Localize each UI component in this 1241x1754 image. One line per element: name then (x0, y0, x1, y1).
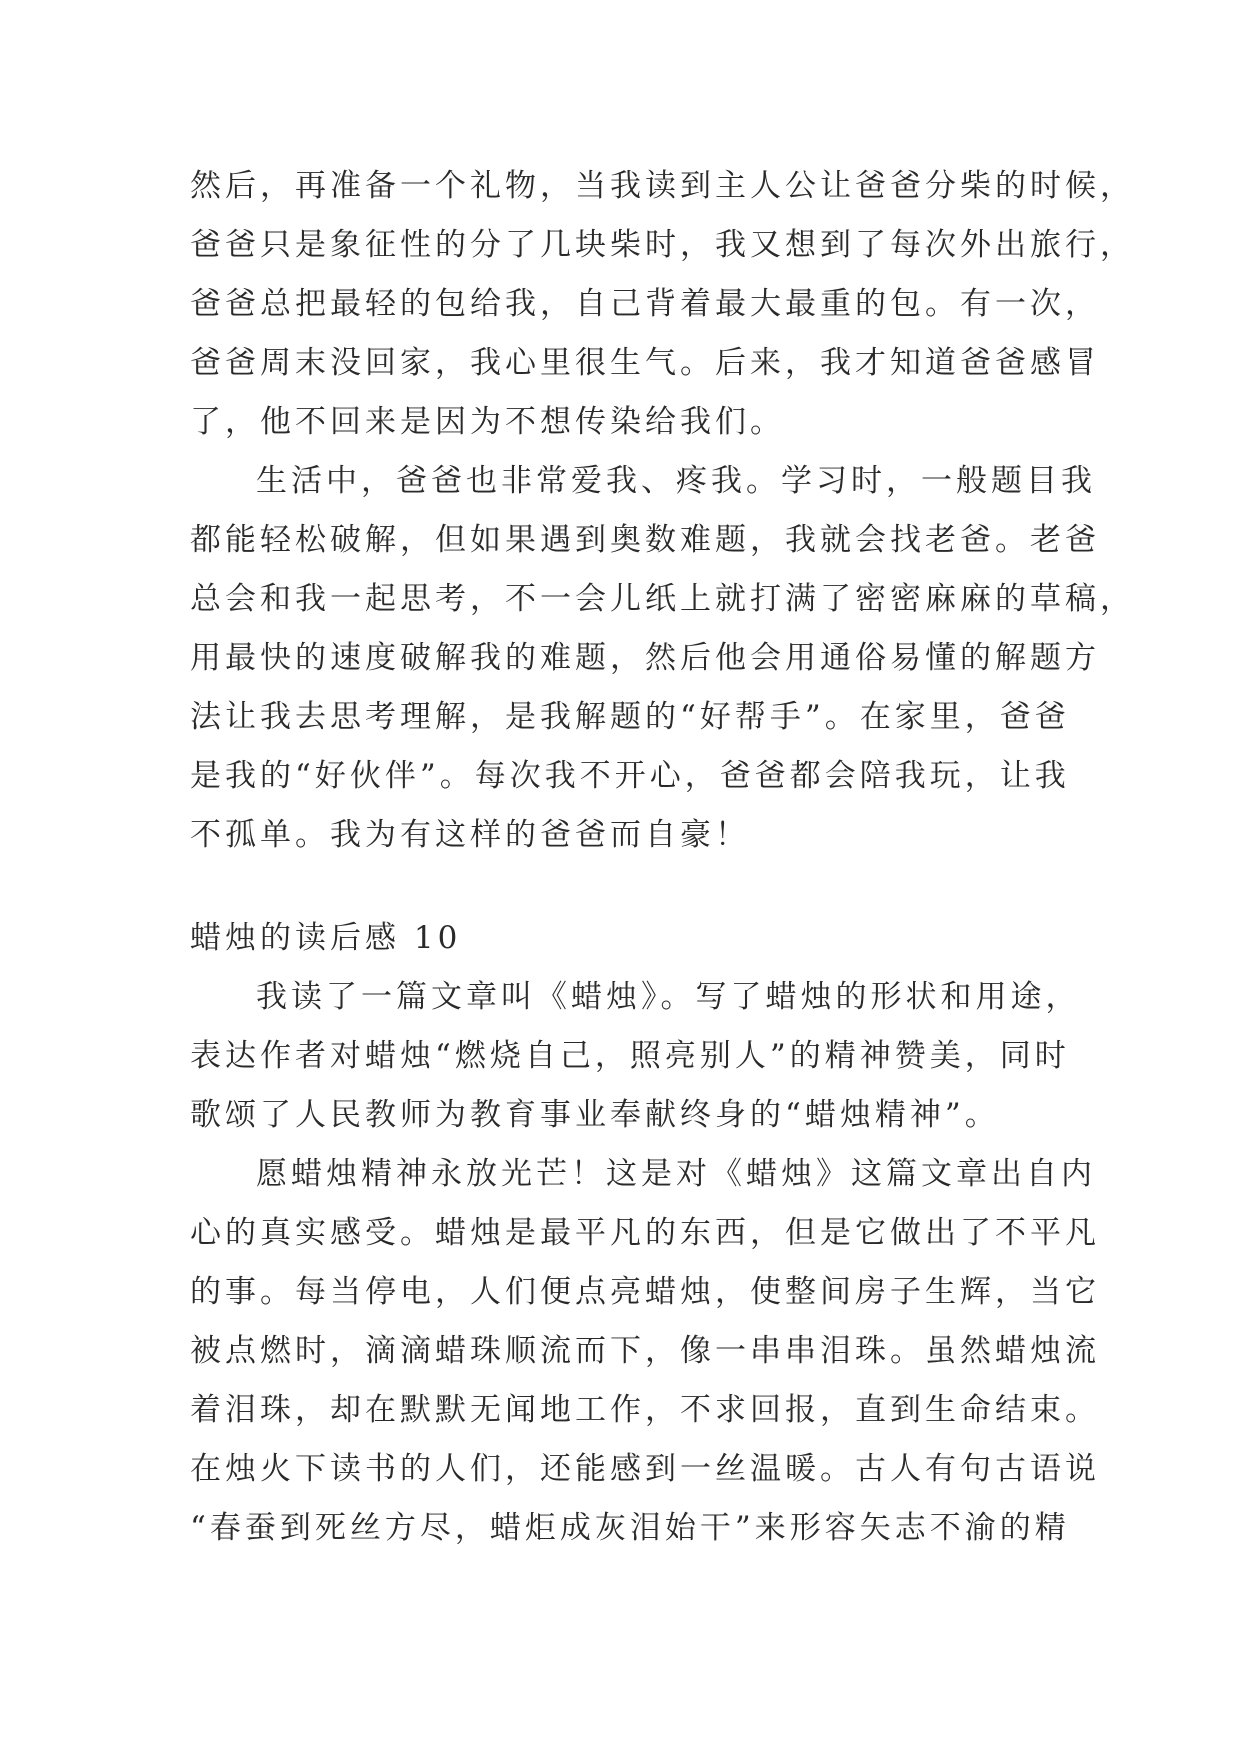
text-line: 不孤单。我为有这样的爸爸而自豪！ (190, 817, 750, 853)
text-line: 表达作者对蜡烛“燃烧自己，照亮别人”的精神赞美，同时 (190, 1038, 1070, 1074)
text-line: 在烛火下读书的人们，还能感到一丝温暖。古人有句古语说 (190, 1451, 1100, 1487)
text-line: “春蚕到死丝方尽，蜡炬成灰泪始干”来形容矢志不渝的精 (190, 1510, 1070, 1546)
text-line: 都能轻松破解，但如果遇到奥数难题，我就会找老爸。老爸 (190, 522, 1100, 558)
text-line: 着泪珠，却在默默无闻地工作，不求回报，直到生命结束。 (190, 1392, 1100, 1428)
text-line: 爸爸只是象征性的分了几块柴时，我又想到了每次外出旅行， (190, 227, 1135, 263)
paragraph-first-line: 我读了一篇文章叫《蜡烛》。写了蜡烛的形状和用途， (256, 979, 1081, 1015)
text-line: 用最快的速度破解我的难题，然后他会用通俗易懂的解题方 (190, 640, 1100, 676)
section-title: 蜡烛的读后感 10 (190, 920, 462, 956)
text-line: 是我的“好伙伴”。每次我不开心，爸爸都会陪我玩，让我 (190, 758, 1070, 794)
text-line: 法让我去思考理解，是我解题的“好帮手”。在家里，爸爸 (190, 699, 1070, 735)
text-line: 了，他不回来是因为不想传染给我们。 (190, 404, 785, 440)
text-line: 心的真实感受。蜡烛是最平凡的东西，但是它做出了不平凡 (190, 1215, 1100, 1251)
text-line: 被点燃时，滴滴蜡珠顺流而下，像一串串泪珠。虽然蜡烛流 (190, 1333, 1100, 1369)
text-line: 爸爸周末没回家，我心里很生气。后来，我才知道爸爸感冒 (190, 345, 1100, 381)
paragraph-first-line: 愿蜡烛精神永放光芒！这是对《蜡烛》这篇文章出自内 (256, 1156, 1096, 1192)
text-line: 然后，再准备一个礼物，当我读到主人公让爸爸分柴的时候， (190, 168, 1135, 204)
text-line: 歌颂了人民教师为教育事业奉献终身的“蜡烛精神”。 (190, 1097, 1000, 1133)
text-line: 爸爸总把最轻的包给我，自己背着最大最重的包。有一次， (190, 286, 1100, 322)
text-line: 的事。每当停电，人们便点亮蜡烛，使整间房子生辉，当它 (190, 1274, 1100, 1310)
text-line: 总会和我一起思考，不一会儿纸上就打满了密密麻麻的草稿， (190, 581, 1135, 617)
paragraph-first-line: 生活中，爸爸也非常爱我、疼我。学习时，一般题目我 (256, 463, 1096, 499)
